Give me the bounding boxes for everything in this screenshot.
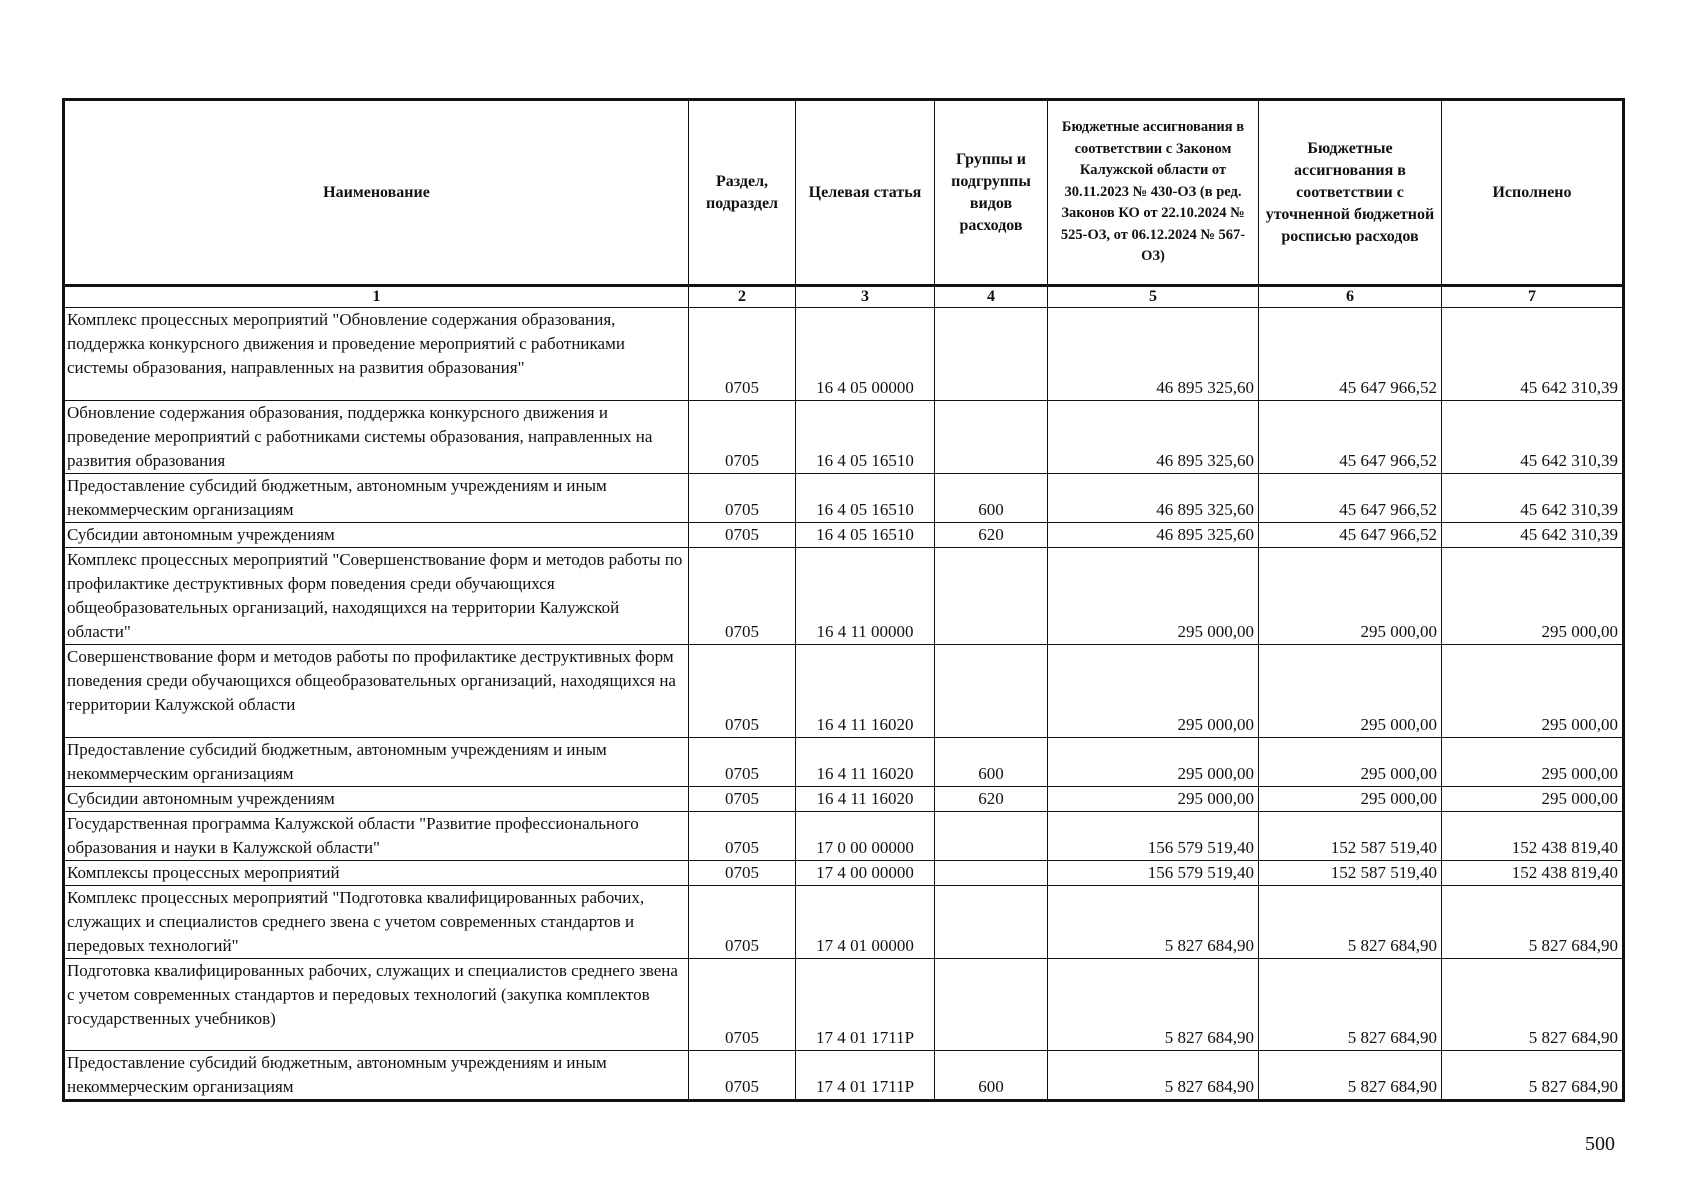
row-expense-group	[935, 812, 1048, 861]
row-expense-group	[935, 861, 1048, 886]
row-target-article: 16 4 11 16020	[796, 738, 935, 787]
row-law-allocation: 46 895 325,60	[1048, 401, 1259, 474]
row-name: Комплексы процессных мероприятий	[64, 861, 689, 886]
row-executed: 152 438 819,40	[1442, 861, 1624, 886]
header-name: Наименование	[64, 100, 689, 286]
row-target-article: 16 4 05 16510	[796, 401, 935, 474]
row-expense-group: 600	[935, 738, 1048, 787]
row-executed: 295 000,00	[1442, 645, 1624, 738]
row-section-code: 0705	[689, 861, 796, 886]
row-executed: 295 000,00	[1442, 548, 1624, 645]
table-row	[64, 886, 1624, 959]
row-section-code: 0705	[689, 474, 796, 523]
row-target-article: 17 4 01 1711P	[796, 959, 935, 1051]
row-law-allocation: 295 000,00	[1048, 738, 1259, 787]
row-expense-group	[935, 548, 1048, 645]
column-number: 2	[689, 286, 796, 308]
row-section-code: 0705	[689, 645, 796, 738]
row-name: Подготовка квалифицированных рабочих, служащих и специалистов среднего звена с учетом современных стандартов и передовых технологий (закупка комплектов государственных учебников)	[64, 959, 689, 1051]
row-expense-group	[935, 886, 1048, 959]
table-row	[64, 861, 1624, 886]
row-section-code: 0705	[689, 959, 796, 1051]
table-row	[64, 548, 1624, 645]
row-executed: 45 642 310,39	[1442, 523, 1624, 548]
row-refined-allocation: 152 587 519,40	[1259, 861, 1442, 886]
table-row	[64, 738, 1624, 787]
table-row	[64, 812, 1624, 861]
row-target-article: 16 4 05 16510	[796, 523, 935, 548]
row-executed: 295 000,00	[1442, 787, 1624, 812]
row-law-allocation: 5 827 684,90	[1048, 959, 1259, 1051]
row-law-allocation: 46 895 325,60	[1048, 474, 1259, 523]
row-refined-allocation: 295 000,00	[1259, 787, 1442, 812]
table-row	[64, 959, 1624, 1051]
header-expense-group: Группы и подгруппы видов расходов	[935, 100, 1048, 286]
row-target-article: 17 4 00 00000	[796, 861, 935, 886]
row-section-code: 0705	[689, 401, 796, 474]
row-expense-group: 620	[935, 523, 1048, 548]
column-number: 1	[64, 286, 689, 308]
row-refined-allocation: 295 000,00	[1259, 548, 1442, 645]
row-target-article: 17 0 00 00000	[796, 812, 935, 861]
column-number: 3	[796, 286, 935, 308]
row-law-allocation: 295 000,00	[1048, 645, 1259, 738]
row-refined-allocation: 45 647 966,52	[1259, 474, 1442, 523]
row-section-code: 0705	[689, 1051, 796, 1101]
header-law-allocation: Бюджетные ассигнования в соответствии с Законом Калужской области от 30.11.2023 № 430-ОЗ (в ред. Законов КО от 22.10.2024 № 525-ОЗ, от 06.12.2024 № 567-ОЗ)	[1048, 100, 1259, 286]
row-target-article: 16 4 11 16020	[796, 787, 935, 812]
row-law-allocation: 156 579 519,40	[1048, 861, 1259, 886]
row-law-allocation: 295 000,00	[1048, 787, 1259, 812]
row-law-allocation: 156 579 519,40	[1048, 812, 1259, 861]
row-executed: 45 642 310,39	[1442, 308, 1624, 401]
row-executed: 5 827 684,90	[1442, 886, 1624, 959]
row-target-article: 17 4 01 00000	[796, 886, 935, 959]
row-target-article: 16 4 05 16510	[796, 474, 935, 523]
row-executed: 45 642 310,39	[1442, 474, 1624, 523]
page-number: 500	[1585, 1133, 1615, 1155]
table-row	[64, 401, 1624, 474]
row-executed: 295 000,00	[1442, 738, 1624, 787]
table-body	[64, 308, 1624, 1101]
row-expense-group: 600	[935, 1051, 1048, 1101]
row-refined-allocation: 5 827 684,90	[1259, 959, 1442, 1051]
row-name: Комплекс процессных мероприятий "Подготовка квалифицированных рабочих, служащих и специалистов среднего звена с учетом современных стандартов и передовых технологий"	[64, 886, 689, 959]
row-target-article: 16 4 05 00000	[796, 308, 935, 401]
header-row	[64, 100, 1624, 286]
row-expense-group	[935, 959, 1048, 1051]
column-number: 6	[1259, 286, 1442, 308]
row-expense-group: 600	[935, 474, 1048, 523]
row-expense-group	[935, 401, 1048, 474]
row-section-code: 0705	[689, 548, 796, 645]
row-law-allocation: 295 000,00	[1048, 548, 1259, 645]
table-row	[64, 474, 1624, 523]
column-number: 5	[1048, 286, 1259, 308]
column-number-row	[64, 286, 1624, 308]
row-name: Совершенствование форм и методов работы по профилактике деструктивных форм поведения среди обучающихся общеобразовательных организаций, находящихся на территории Калужской области	[64, 645, 689, 738]
row-section-code: 0705	[689, 523, 796, 548]
row-law-allocation: 5 827 684,90	[1048, 886, 1259, 959]
row-refined-allocation: 5 827 684,90	[1259, 1051, 1442, 1101]
row-expense-group	[935, 645, 1048, 738]
row-section-code: 0705	[689, 886, 796, 959]
row-name: Субсидии автономным учреждениям	[64, 787, 689, 812]
row-refined-allocation: 45 647 966,52	[1259, 308, 1442, 401]
row-name: Субсидии автономным учреждениям	[64, 523, 689, 548]
row-name: Государственная программа Калужской области "Развитие профессионального образования и науки в Калужской области"	[64, 812, 689, 861]
header-refined-allocation: Бюджетные ассигнования в соответствии с уточненной бюджетной росписью расходов	[1259, 100, 1442, 286]
row-target-article: 16 4 11 00000	[796, 548, 935, 645]
row-section-code: 0705	[689, 738, 796, 787]
row-law-allocation: 46 895 325,60	[1048, 308, 1259, 401]
row-expense-group: 620	[935, 787, 1048, 812]
row-name: Комплекс процессных мероприятий "Совершенствование форм и методов работы по профилактике деструктивных форм поведения среди обучающихся общеобразовательных организаций, находящихся на территории Калужской области"	[64, 548, 689, 645]
header-target-article: Целевая статья	[796, 100, 935, 286]
row-executed: 45 642 310,39	[1442, 401, 1624, 474]
row-refined-allocation: 45 647 966,52	[1259, 523, 1442, 548]
row-expense-group	[935, 308, 1048, 401]
row-name: Предоставление субсидий бюджетным, автономным учреждениям и иным некоммерческим организациям	[64, 1051, 689, 1101]
row-refined-allocation: 45 647 966,52	[1259, 401, 1442, 474]
row-refined-allocation: 152 587 519,40	[1259, 812, 1442, 861]
row-executed: 5 827 684,90	[1442, 1051, 1624, 1101]
row-refined-allocation: 295 000,00	[1259, 645, 1442, 738]
table-row	[64, 645, 1624, 738]
row-section-code: 0705	[689, 812, 796, 861]
row-name: Предоставление субсидий бюджетным, автономным учреждениям и иным некоммерческим организациям	[64, 474, 689, 523]
row-refined-allocation: 295 000,00	[1259, 738, 1442, 787]
row-name: Предоставление субсидий бюджетным, автономным учреждениям и иным некоммерческим организациям	[64, 738, 689, 787]
row-section-code: 0705	[689, 308, 796, 401]
table-row	[64, 523, 1624, 548]
table-row	[64, 1051, 1624, 1101]
table-row	[64, 308, 1624, 401]
row-name: Обновление содержания образования, поддержка конкурсного движения и проведение мероприятий с работниками системы образования, направленных на развития образования	[64, 401, 689, 474]
column-number: 4	[935, 286, 1048, 308]
row-executed: 152 438 819,40	[1442, 812, 1624, 861]
row-law-allocation: 46 895 325,60	[1048, 523, 1259, 548]
column-number: 7	[1442, 286, 1624, 308]
table-row	[64, 787, 1624, 812]
row-target-article: 17 4 01 1711P	[796, 1051, 935, 1101]
row-refined-allocation: 5 827 684,90	[1259, 886, 1442, 959]
row-target-article: 16 4 11 16020	[796, 645, 935, 738]
budget-table	[62, 98, 1625, 1102]
header-section: Раздел, подраздел	[689, 100, 796, 286]
row-section-code: 0705	[689, 787, 796, 812]
header-executed: Исполнено	[1442, 100, 1624, 286]
row-name: Комплекс процессных мероприятий "Обновление содержания образования, поддержка конкурсного движения и проведение мероприятий с работниками системы образования, направленных на развития образования"	[64, 308, 689, 401]
row-law-allocation: 5 827 684,90	[1048, 1051, 1259, 1101]
row-executed: 5 827 684,90	[1442, 959, 1624, 1051]
